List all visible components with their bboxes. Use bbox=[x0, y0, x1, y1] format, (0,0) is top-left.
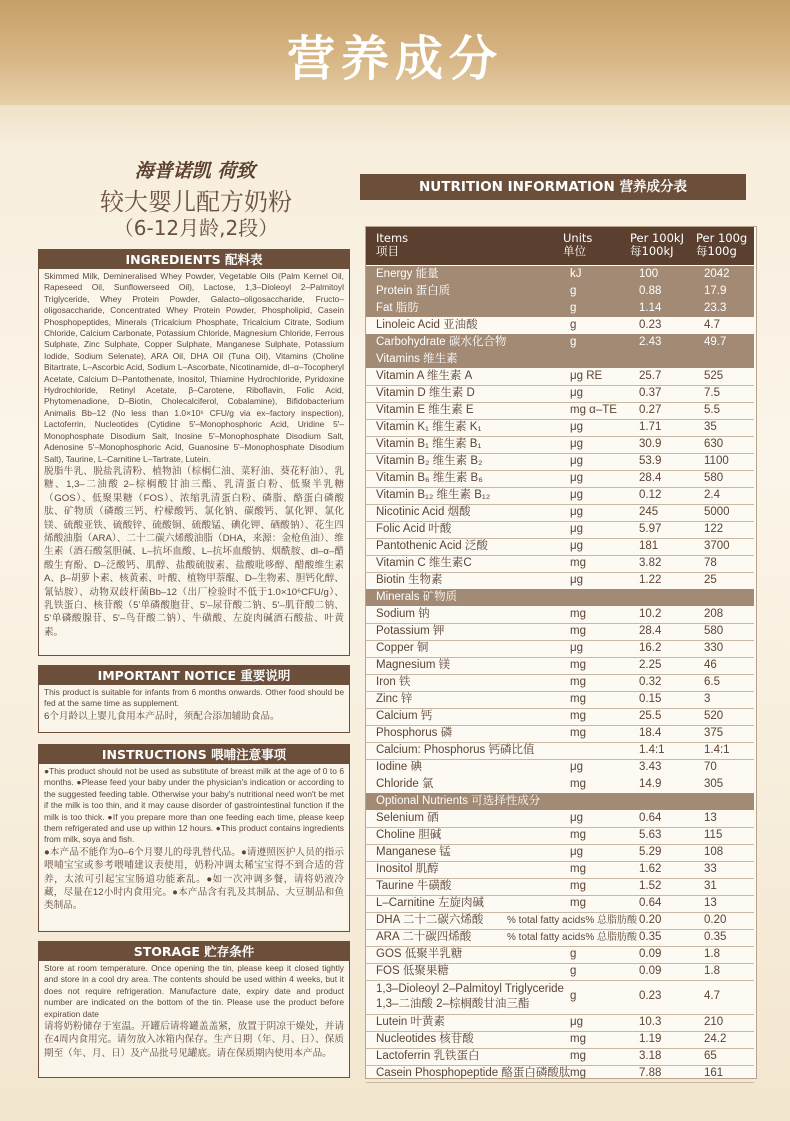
nutrient-name: Vitamin A 维生素 A bbox=[376, 370, 473, 382]
nutrient-name: ARA 二十碳四烯酸 bbox=[376, 931, 472, 943]
nutrient-name: Nicotinic Acid 烟酸 bbox=[376, 506, 471, 518]
nutrition-row bbox=[366, 589, 754, 606]
ingredients-text bbox=[39, 269, 349, 641]
nutrient-unit: μg bbox=[570, 540, 584, 552]
nutrition-table-header bbox=[366, 227, 754, 265]
value-per-100kj: 25.5 bbox=[639, 710, 662, 722]
value-per-100g: 5000 bbox=[704, 506, 730, 518]
nutrition-row bbox=[366, 1048, 754, 1066]
nutrition-row bbox=[366, 351, 754, 368]
nutrient-name: Vitamin D 维生素 D bbox=[376, 387, 475, 399]
value-per-100g: 5.5 bbox=[704, 404, 720, 416]
nutrient-name: Manganese 锰 bbox=[376, 846, 451, 858]
value-per-100kj: 25.7 bbox=[639, 370, 662, 382]
nutrition-row bbox=[366, 895, 754, 913]
value-per-100g: 115 bbox=[704, 829, 723, 841]
value-per-100kj: 1.62 bbox=[639, 863, 662, 875]
nutrient-name: Lactoferrin 乳铁蛋白 bbox=[376, 1050, 480, 1062]
value-per-100kj: 10.3 bbox=[639, 1016, 662, 1028]
nutrition-row bbox=[366, 691, 754, 709]
value-per-100g: 25 bbox=[704, 574, 717, 586]
nutrient-unit: mg bbox=[570, 1050, 586, 1062]
value-per-100g: 580 bbox=[704, 625, 724, 637]
nutrition-row bbox=[366, 317, 754, 334]
nutrient-unit: kJ bbox=[570, 268, 582, 280]
nutrient-name: Vitamin E 维生素 E bbox=[376, 404, 474, 416]
nutrient-unit: μg bbox=[570, 387, 584, 399]
nutrient-unit: mg bbox=[570, 1033, 586, 1045]
nutrient-unit: g bbox=[570, 336, 577, 348]
nutrition-row bbox=[366, 623, 754, 641]
value-per-100g: 520 bbox=[704, 710, 724, 722]
nutrient-unit: mg bbox=[570, 710, 586, 722]
nutrient-unit: μg bbox=[570, 438, 584, 450]
nutrient-unit: % total fatty acids% 总脂肪酸 bbox=[507, 932, 638, 943]
value-per-100g: 78 bbox=[704, 557, 717, 569]
value-per-100kj: 0.32 bbox=[639, 676, 662, 688]
nutrition-row bbox=[366, 980, 754, 1015]
value-per-100kj: 0.09 bbox=[639, 965, 662, 977]
nutrient-name: Sodium 钠 bbox=[376, 608, 430, 620]
nutrition-row bbox=[366, 810, 754, 828]
value-per-100kj: 0.20 bbox=[639, 914, 662, 926]
nutrient-unit: μg bbox=[570, 812, 584, 824]
storage-text bbox=[39, 961, 349, 1062]
value-per-100g: 17.9 bbox=[704, 285, 727, 297]
nutrient-unit: g bbox=[570, 965, 577, 977]
nutrient-name: Energy 能量 bbox=[376, 268, 439, 280]
value-per-100kj: 0.64 bbox=[639, 812, 662, 824]
nutrition-row bbox=[366, 827, 754, 845]
nutrition-row bbox=[366, 912, 754, 930]
nutrition-row bbox=[366, 504, 754, 522]
nutrient-name: Protein 蛋白质 bbox=[376, 285, 451, 297]
value-per-100g: 580 bbox=[704, 472, 724, 484]
value-per-100kj: 53.9 bbox=[639, 455, 662, 467]
nutrient-name: Vitamin B₁₂ 维生素 B₁₂ bbox=[376, 489, 491, 501]
nutrition-heading: NUTRITION INFORMATION 营养成分表 bbox=[360, 174, 746, 200]
nutrient-name: Vitamin B₁ 维生素 B₁ bbox=[376, 438, 482, 450]
instructions-en: ●This product should not be used as substitute of breast milk at the age of 0 to 6 months. ●Please feed your baby under the physician's indication or according to the suggested feeding table. Otherwise your baby's nutritional need won't be met if the milk is too thin, and it may cause disorder of gastrointestinal function if the milk is too thick. ●If you prepare more than one feeding each time, please keep them refrigerated and use up within 12 hours. ●This product contains ingredients from milk, soya and fish. bbox=[44, 766, 344, 845]
col-per-100g: Per 100g 每100g bbox=[696, 231, 748, 258]
nutrient-name: Vitamin C 维生素C bbox=[376, 557, 472, 569]
value-per-100kj: 0.35 bbox=[639, 931, 662, 943]
value-per-100kj: 3.18 bbox=[639, 1050, 662, 1062]
notice-box bbox=[38, 665, 350, 733]
value-per-100kj: 3.43 bbox=[639, 761, 662, 773]
value-per-100g: 33 bbox=[704, 863, 717, 875]
nutrition-row bbox=[366, 385, 754, 403]
nutrition-row bbox=[366, 1065, 754, 1083]
nutrient-unit: mg bbox=[570, 897, 586, 909]
notice-cn: 6个月龄以上婴儿食用本产品时，须配合添加辅助食品。 bbox=[44, 710, 280, 722]
value-per-100g: 330 bbox=[704, 642, 724, 654]
value-per-100kj: 1.19 bbox=[639, 1033, 662, 1045]
storage-en: Store at room temperature. Once opening the tin, please keep it closed tightly and store in a cool dry area. The contents should be used within 4 weeks, but it does not require refrigeration. Manufacture date, expiry date and product number are indicated on the bottom of the tin. Please use the product before expiration date bbox=[44, 963, 344, 1019]
value-per-100g: 1.8 bbox=[704, 948, 720, 960]
nutrition-row bbox=[366, 1014, 754, 1032]
nutrition-row bbox=[366, 878, 754, 896]
value-per-100g: 3 bbox=[704, 693, 711, 705]
value-per-100g: 23.3 bbox=[704, 302, 727, 314]
col-items: Items 项目 bbox=[376, 231, 409, 258]
notice-text bbox=[39, 685, 349, 725]
value-per-100g: 49.7 bbox=[704, 336, 727, 348]
nutrient-name: Chloride 氯 bbox=[376, 778, 434, 790]
value-per-100kj: 10.2 bbox=[639, 608, 662, 620]
nutrient-name: 1,3–Dioleoyl 2–Palmitoyl Triglyceride 1,3–二油酸 2–棕榈酸甘油三酯 bbox=[376, 983, 564, 1010]
nutrition-row bbox=[366, 759, 754, 777]
value-per-100kj: 14.9 bbox=[639, 778, 662, 790]
value-per-100g: 1.8 bbox=[704, 965, 720, 977]
nutrient-unit: mg bbox=[570, 659, 586, 671]
nutrient-name: Nucleotides 核苷酸 bbox=[376, 1033, 474, 1045]
nutrient-name: Inositol 肌醇 bbox=[376, 863, 439, 875]
nutrient-name: Copper 铜 bbox=[376, 642, 429, 654]
ingredients-box bbox=[38, 249, 350, 656]
value-per-100g: 375 bbox=[704, 727, 724, 739]
nutrient-unit: μg bbox=[570, 455, 584, 467]
value-per-100kj: 5.63 bbox=[639, 829, 662, 841]
instructions-cn: ●本产品不能作为0–6个月婴儿的母乳替代品。●请遵照医护人员的指示喂哺宝宝或参考喂哺建议表使用，奶粉冲调太稀宝宝得不到合适的营养，太浓可引起宝宝肠道功能紊乱。●如一次冲调多餐，请将奶液冷藏，尽量在12小时内食用完。●本产品含有乳及其制品、大豆制品和鱼类制品。 bbox=[44, 846, 344, 912]
nutrient-name: Choline 胆碱 bbox=[376, 829, 442, 841]
value-per-100g: 31 bbox=[704, 880, 717, 892]
nutrient-name: L–Carnitine 左旋肉碱 bbox=[376, 897, 485, 909]
value-per-100g: 46 bbox=[704, 659, 717, 671]
nutrition-row bbox=[366, 674, 754, 692]
value-per-100g: 630 bbox=[704, 438, 724, 450]
brand-name: 海普诺凯 荷致 bbox=[134, 160, 256, 182]
nutrient-unit: μg bbox=[570, 761, 584, 773]
instructions-heading: INSTRUCTIONS 喂哺注意事项 bbox=[39, 745, 349, 764]
nutrient-name: Lutein 叶黄素 bbox=[376, 1016, 446, 1028]
nutrition-row bbox=[366, 640, 754, 658]
value-per-100kj: 0.12 bbox=[639, 489, 662, 501]
nutrient-name: Calcium 钙 bbox=[376, 710, 433, 722]
nutrition-row bbox=[366, 436, 754, 454]
nutrition-row bbox=[366, 470, 754, 488]
nutrient-unit: % total fatty acids% 总脂肪酸 bbox=[507, 915, 638, 926]
nutrition-row bbox=[366, 419, 754, 437]
value-per-100kj: 1.22 bbox=[639, 574, 662, 586]
value-per-100kj: 181 bbox=[639, 540, 659, 552]
nutrient-name: Carbohydrate 碳水化合物 bbox=[376, 336, 507, 348]
value-per-100kj: 5.97 bbox=[639, 523, 662, 535]
value-per-100g: 65 bbox=[704, 1050, 717, 1062]
nutrient-unit: g bbox=[570, 948, 577, 960]
nutrient-name: Fat 脂肪 bbox=[376, 302, 419, 314]
nutrition-row bbox=[366, 929, 754, 947]
value-per-100g: 24.2 bbox=[704, 1033, 727, 1045]
nutrient-name: Phosphorus 磷 bbox=[376, 727, 453, 739]
nutrient-unit: μg bbox=[570, 489, 584, 501]
value-per-100kj: 0.64 bbox=[639, 897, 662, 909]
notice-en: This product is suitable for infants from 6 months onwards. Other food should be fed at the same time as supplement. bbox=[44, 687, 344, 709]
nutrient-name: Calcium: Phosphorus 钙磷比值 bbox=[376, 744, 535, 756]
nutrition-row bbox=[366, 283, 754, 300]
nutrition-row bbox=[366, 725, 754, 743]
value-per-100g: 2042 bbox=[704, 268, 730, 280]
value-per-100kj: 30.9 bbox=[639, 438, 662, 450]
nutrient-unit: mg bbox=[570, 778, 586, 790]
value-per-100kj: 1.14 bbox=[639, 302, 662, 314]
nutrition-row bbox=[366, 555, 754, 573]
nutrient-unit: μg bbox=[570, 642, 584, 654]
ingredients-heading: INGREDIENTS 配料表 bbox=[39, 250, 349, 269]
value-per-100g: 3700 bbox=[704, 540, 730, 552]
nutrition-row bbox=[366, 963, 754, 981]
value-per-100g: 210 bbox=[704, 1016, 724, 1028]
nutrient-name: Minerals 矿物质 bbox=[376, 591, 458, 603]
instructions-box bbox=[38, 744, 350, 932]
value-per-100g: 13 bbox=[704, 897, 717, 909]
product-stage: （6-12月龄,2段） bbox=[113, 216, 279, 240]
nutrient-name: Optional Nutrients 可选择性成分 bbox=[376, 795, 541, 807]
nutrient-unit: mg bbox=[570, 676, 586, 688]
nutrient-unit: mg bbox=[570, 608, 586, 620]
nutrient-unit: mg α–TE bbox=[570, 404, 617, 416]
page-title: 营养成分 bbox=[286, 31, 503, 87]
nutrient-unit: g bbox=[570, 302, 577, 314]
nutrition-row bbox=[366, 657, 754, 675]
value-per-100g: 108 bbox=[704, 846, 724, 858]
nutrition-row bbox=[366, 861, 754, 879]
nutrient-name: Linoleic Acid 亚油酸 bbox=[376, 319, 478, 331]
nutrient-name: Pantothenic Acid 泛酸 bbox=[376, 540, 488, 552]
value-per-100g: 4.7 bbox=[704, 319, 720, 331]
value-per-100g: 1.4:1 bbox=[704, 744, 730, 756]
value-per-100g: 7.5 bbox=[704, 387, 720, 399]
value-per-100kj: 0.23 bbox=[639, 990, 662, 1002]
nutrition-row bbox=[366, 776, 754, 793]
nutrient-unit: mg bbox=[570, 557, 586, 569]
value-per-100g: 2.4 bbox=[704, 489, 720, 501]
nutrient-name: GOS 低聚半乳糖 bbox=[376, 948, 463, 960]
value-per-100g: 161 bbox=[704, 1067, 724, 1079]
value-per-100kj: 7.88 bbox=[639, 1067, 662, 1079]
nutrient-name: Zinc 锌 bbox=[376, 693, 413, 705]
value-per-100kj: 0.27 bbox=[639, 404, 662, 416]
nutrient-name: Iron 铁 bbox=[376, 676, 411, 688]
value-per-100kj: 0.37 bbox=[639, 387, 662, 399]
nutrient-unit: g bbox=[570, 285, 577, 297]
value-per-100g: 6.5 bbox=[704, 676, 720, 688]
value-per-100kj: 0.23 bbox=[639, 319, 662, 331]
nutrient-name: Casein Phosphopeptide 酪蛋白磷酸肽 bbox=[376, 1067, 571, 1079]
value-per-100g: 305 bbox=[704, 778, 724, 790]
value-per-100g: 0.20 bbox=[704, 914, 727, 926]
nutrient-name: Potassium 钾 bbox=[376, 625, 445, 637]
value-per-100g: 525 bbox=[704, 370, 724, 382]
nutrient-name: FOS 低聚果糖 bbox=[376, 965, 449, 977]
nutrient-unit: mg bbox=[570, 880, 586, 892]
nutrient-name: Vitamin K₁ 维生素 K₁ bbox=[376, 421, 482, 433]
value-per-100g: 13 bbox=[704, 812, 717, 824]
product-name: 较大婴儿配方奶粉 bbox=[100, 188, 292, 216]
nutrient-unit: μg bbox=[570, 472, 584, 484]
value-per-100kj: 100 bbox=[639, 268, 659, 280]
value-per-100kj: 18.4 bbox=[639, 727, 662, 739]
value-per-100kj: 5.29 bbox=[639, 846, 662, 858]
nutrient-name: Biotin 生物素 bbox=[376, 574, 443, 586]
value-per-100g: 208 bbox=[704, 608, 724, 620]
storage-box bbox=[38, 941, 350, 1078]
value-per-100kj: 2.25 bbox=[639, 659, 662, 671]
value-per-100kj: 1.52 bbox=[639, 880, 662, 892]
nutrient-name: Magnesium 镁 bbox=[376, 659, 451, 671]
value-per-100g: 4.7 bbox=[704, 990, 720, 1002]
nutrient-unit: mg bbox=[570, 829, 586, 841]
nutrition-row bbox=[366, 572, 754, 590]
value-per-100kj: 1.4:1 bbox=[639, 744, 665, 756]
value-per-100kj: 28.4 bbox=[639, 472, 662, 484]
value-per-100kj: 0.15 bbox=[639, 693, 662, 705]
nutrient-name: Folic Acid 叶酸 bbox=[376, 523, 452, 535]
nutrition-row bbox=[366, 368, 754, 386]
value-per-100g: 122 bbox=[704, 523, 724, 535]
nutrition-row bbox=[366, 266, 754, 283]
value-per-100kj: 28.4 bbox=[639, 625, 662, 637]
nutrient-unit: mg bbox=[570, 863, 586, 875]
nutrition-row bbox=[366, 742, 754, 760]
nutrition-row bbox=[366, 521, 754, 539]
value-per-100g: 0.35 bbox=[704, 931, 727, 943]
nutrition-row bbox=[366, 402, 754, 420]
value-per-100g: 1100 bbox=[704, 455, 729, 467]
nutrition-row bbox=[366, 946, 754, 964]
nutrient-name: Iodine 碘 bbox=[376, 761, 423, 773]
nutrition-row bbox=[366, 300, 754, 317]
nutrient-unit: μg bbox=[570, 846, 584, 858]
nutrient-unit: μg bbox=[570, 506, 584, 518]
storage-cn: 请将奶粉储存于室温。开罐后请将罐盖盖紧，放置于阴凉干燥处，并请在4周内食用完。请勿放入冰箱内保存。生产日期（年、月、日）、保质期至（年、月、日）及产品批号见罐底。请在保质期内使用本产品。 bbox=[44, 1021, 344, 1059]
value-per-100g: 70 bbox=[704, 761, 717, 773]
nutrient-unit: μg bbox=[570, 523, 584, 535]
nutrient-unit: μg bbox=[570, 1016, 584, 1028]
nutrient-unit: g bbox=[570, 990, 577, 1002]
nutrition-row bbox=[366, 538, 754, 556]
nutrient-name: Vitamin B₂ 维生素 B₂ bbox=[376, 455, 483, 467]
nutrition-row bbox=[366, 453, 754, 471]
value-per-100kj: 2.43 bbox=[639, 336, 662, 348]
notice-heading: IMPORTANT NOTICE 重要说明 bbox=[39, 666, 349, 685]
nutrition-row bbox=[366, 708, 754, 726]
nutrient-unit: mg bbox=[570, 1067, 586, 1079]
nutrient-name: Vitamins 维生素 bbox=[376, 353, 458, 365]
nutrient-name: DHA 二十二碳六烯酸 bbox=[376, 914, 484, 926]
nutrient-unit: mg bbox=[570, 693, 586, 705]
col-units: Units 单位 bbox=[563, 231, 593, 258]
storage-heading: STORAGE 贮存条件 bbox=[39, 942, 349, 961]
value-per-100g: 35 bbox=[704, 421, 717, 433]
value-per-100kj: 245 bbox=[639, 506, 659, 518]
value-per-100kj: 16.2 bbox=[639, 642, 662, 654]
nutrient-name: Taurine 牛磺酸 bbox=[376, 880, 452, 892]
nutrition-row bbox=[366, 487, 754, 505]
col-per-100kj: Per 100kJ 每100kJ bbox=[630, 231, 684, 258]
nutrient-unit: mg bbox=[570, 625, 586, 637]
nutrition-row bbox=[366, 334, 754, 351]
nutrient-name: Vitamin B₆ 维生素 B₆ bbox=[376, 472, 483, 484]
ingredients-cn: 脱脂牛乳、脱盐乳清粉、植物油（棕榈仁油、菜籽油、葵花籽油）、乳糖、1,3–二油酸 2–棕榈酸甘油三酯、乳清蛋白粉、低聚半乳糖（GOS）、低聚果糖（FOS）、浓缩乳清蛋白粉、磷脂、酪蛋白磷酸肽、矿物质（磷酸三钙、柠檬酸钙、氯化钠、碳酸钙、氯化钾、氯化镁、硫酸亚铁、硫酸锌、硫酸铜、硫酸锰、碘化钾、硒酸钠）、花生四烯酸油脂（ARA）、二十二碳六烯酸油脂（DHA，来源：金枪鱼油）、维生素（酒石酸氢胆碱、L–抗坏血酸、L–抗坏血酸钠、烟酰胺、dl–α–醋酸生育酚、D–泛酸钙、肌醇、盐酸硫胺素、盐酸吡哆醇、醋酸维生素A、β–胡萝卜素、核黄素、叶酸、植物甲萘醌、D–生物素、胆钙化醇、氰钴胺）、动物双歧杆菌Bb–12（出厂检验时不低于1.0×10⁶CFU/g）、乳铁蛋白、核苷酸（5'单磷酸胞苷、5'–尿苷酸二钠、5'–肌苷酸二钠、5'单磷酸腺苷、5'–鸟苷酸二钠）、牛磺酸、左旋肉碱酒石酸盐、叶黄素。 bbox=[44, 465, 344, 638]
nutrition-row bbox=[366, 1031, 754, 1049]
nutrient-name: Selenium 硒 bbox=[376, 812, 439, 824]
nutrition-row bbox=[366, 793, 754, 810]
nutrient-unit: g bbox=[570, 319, 577, 331]
nutrient-unit: mg bbox=[570, 727, 586, 739]
instructions-text bbox=[39, 764, 349, 915]
nutrition-row bbox=[366, 606, 754, 624]
header-shine bbox=[0, 105, 790, 145]
nutrition-row bbox=[366, 844, 754, 862]
header-banner bbox=[0, 0, 790, 105]
value-per-100kj: 1.71 bbox=[639, 421, 662, 433]
value-per-100kj: 3.82 bbox=[639, 557, 662, 569]
ingredients-en: Skimmed Milk, Demineralised Whey Powder, Vegetable Oils (Palm Kernel Oil, Rapeseed Oil, Sunflowerseed Oil), Lactose, 1,3–Dioleoyl 2–Palmitoyl Triglyceride, Whey Protein Powder, Galacto–oligosaccharide, Fructo–oligosaccharide, Concentrated Whey Protein Powder, Phospholipid, Casein Phosphopeptides, Minerals (Tricalcium Phosphate, Tricalcium Citrate, Sodium Chloride, Calcium Carbonate, Potassium Chloride, Magnesium Chloride, Ferrous Sulphate, Zinc Sulphate, Copper Sulphate, Manganese Sulphate, Potassium Iodide, Sodium Selenate), ARA Oil, DHA Oil (Tuna Oil), Vitamins (Choline Bitartrate, L–Ascorbic Acid, Sodium L–Ascorbate, Nicotinamide, dl–α–Tocopheryl Acetate, Calcium D–Pantothenate, Inositol, Thiamine Hydrochloride, Pyridoxine Hydrochloride, Retinyl Acetate, β–Carotene, Riboflavin, Folic Acid, Phytomenadione, D–Biotin, Cholecalciferol, Cobalamine), Bifidobacterium Animalis Bb–12 (No less than 1.0×10⁶ CFU/g via ex–factory inspection), Lactoferrin, Nucleotides (Cytidine 5'–Monophosphoric Acid, Uridine 5'–Monophosphate Disodium Salt, Inosine 5'–Monophosphate Disodium Salt, Adenosine 5'–Monophosphoric Acid, Guanosine 5'–Monophosphate Disodium Salt), Taurine, L–Carnitine L–Tartrate, Lutein. bbox=[44, 271, 344, 464]
nutrient-unit: μg bbox=[570, 421, 584, 433]
value-per-100kj: 0.88 bbox=[639, 285, 662, 297]
value-per-100kj: 0.09 bbox=[639, 948, 662, 960]
nutrient-unit: μg bbox=[570, 574, 584, 586]
nutrient-unit: μg RE bbox=[570, 370, 603, 382]
